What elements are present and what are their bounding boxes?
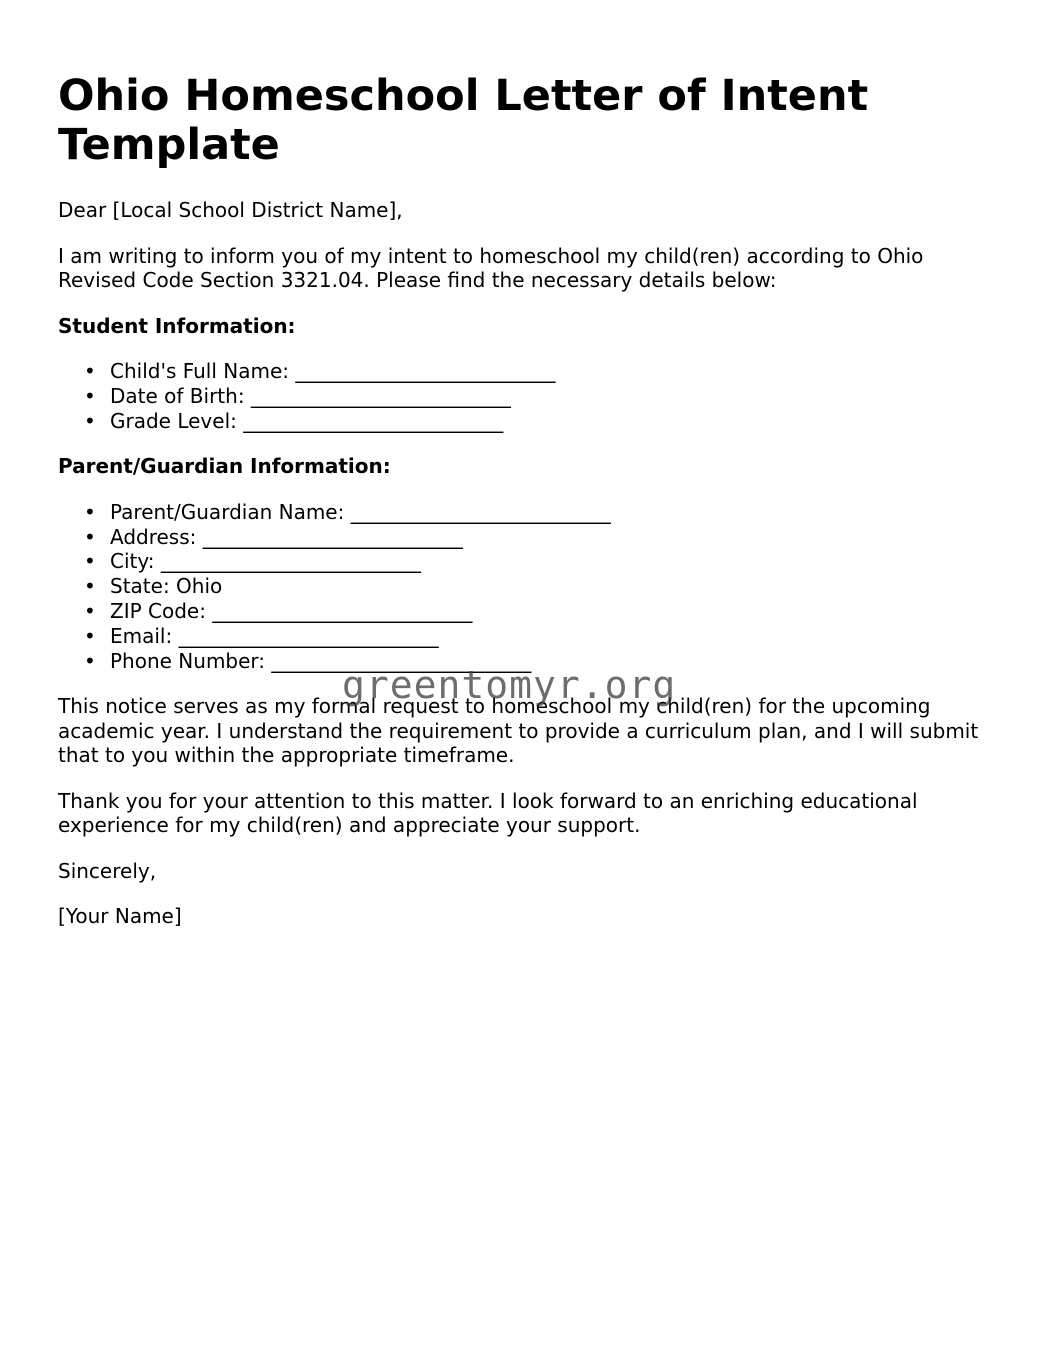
bullet-icon: •: [84, 648, 96, 673]
page-title: Ohio Homeschool Letter of Intent Template: [58, 71, 869, 170]
parent-name-field: Parent/Guardian Name: __________________________: [110, 499, 611, 524]
list-item: [84, 549, 988, 574]
intro-paragraph: I am writing to inform you of my intent to homeschool my child(ren) according to Ohio Revised Code Section 3321.04. Please find the necessary details below:: [58, 243, 924, 292]
bullet-icon: •: [84, 524, 96, 549]
parent-info-list: [58, 500, 988, 674]
signature: [Your Name]: [58, 904, 182, 929]
bullet-icon: •: [84, 383, 96, 408]
city-field: City: __________________________: [110, 549, 421, 574]
list-item: [84, 574, 988, 599]
bullet-icon: •: [84, 408, 96, 433]
grade-level-field: Grade Level: __________________________: [110, 408, 504, 433]
list-item: [84, 648, 988, 674]
student-info-list: [58, 359, 988, 433]
phone-number-field: Phone Number: __________________________: [110, 648, 532, 673]
watermark: greentomyr.org: [342, 663, 677, 707]
bullet-icon: •: [84, 359, 96, 383]
date-of-birth-field: Date of Birth: __________________________: [110, 383, 511, 408]
address-field: Address: __________________________: [110, 524, 463, 549]
email-field: Email: __________________________: [110, 623, 439, 648]
salutation: Dear [Local School District Name],: [58, 198, 403, 222]
bullet-icon: •: [84, 599, 96, 624]
student-info-heading: Student Information:: [58, 313, 296, 338]
letter-page: [58, 72, 988, 950]
list-item: [84, 524, 988, 550]
bullet-icon: •: [84, 623, 96, 648]
list-item: [84, 408, 988, 434]
list-item: [84, 499, 988, 525]
child-name-field: Child's Full Name: __________________________: [110, 359, 556, 383]
parent-info-heading: Parent/Guardian Information:: [58, 454, 391, 479]
bullet-icon: •: [84, 574, 96, 599]
bullet-icon: •: [84, 549, 96, 574]
list-item: [84, 623, 988, 649]
notice-paragraph: This notice serves as my formal request to homeschool my child(ren) for the upcoming academic year. I understand the requirement to provide a curriculum plan, and I will submit that to you within the appropriate timeframe.: [58, 694, 979, 768]
list-item: [84, 599, 988, 624]
bullet-icon: •: [84, 499, 96, 524]
zip-code-field: ZIP Code: __________________________: [110, 599, 473, 624]
thanks-paragraph: Thank you for your attention to this matter. I look forward to an enriching educational experience for my child(ren) and appreciate your support.: [58, 788, 918, 838]
list-item: [84, 359, 988, 384]
state-field: State: Ohio: [110, 574, 223, 599]
closing: Sincerely,: [58, 858, 157, 883]
list-item: [84, 383, 988, 409]
